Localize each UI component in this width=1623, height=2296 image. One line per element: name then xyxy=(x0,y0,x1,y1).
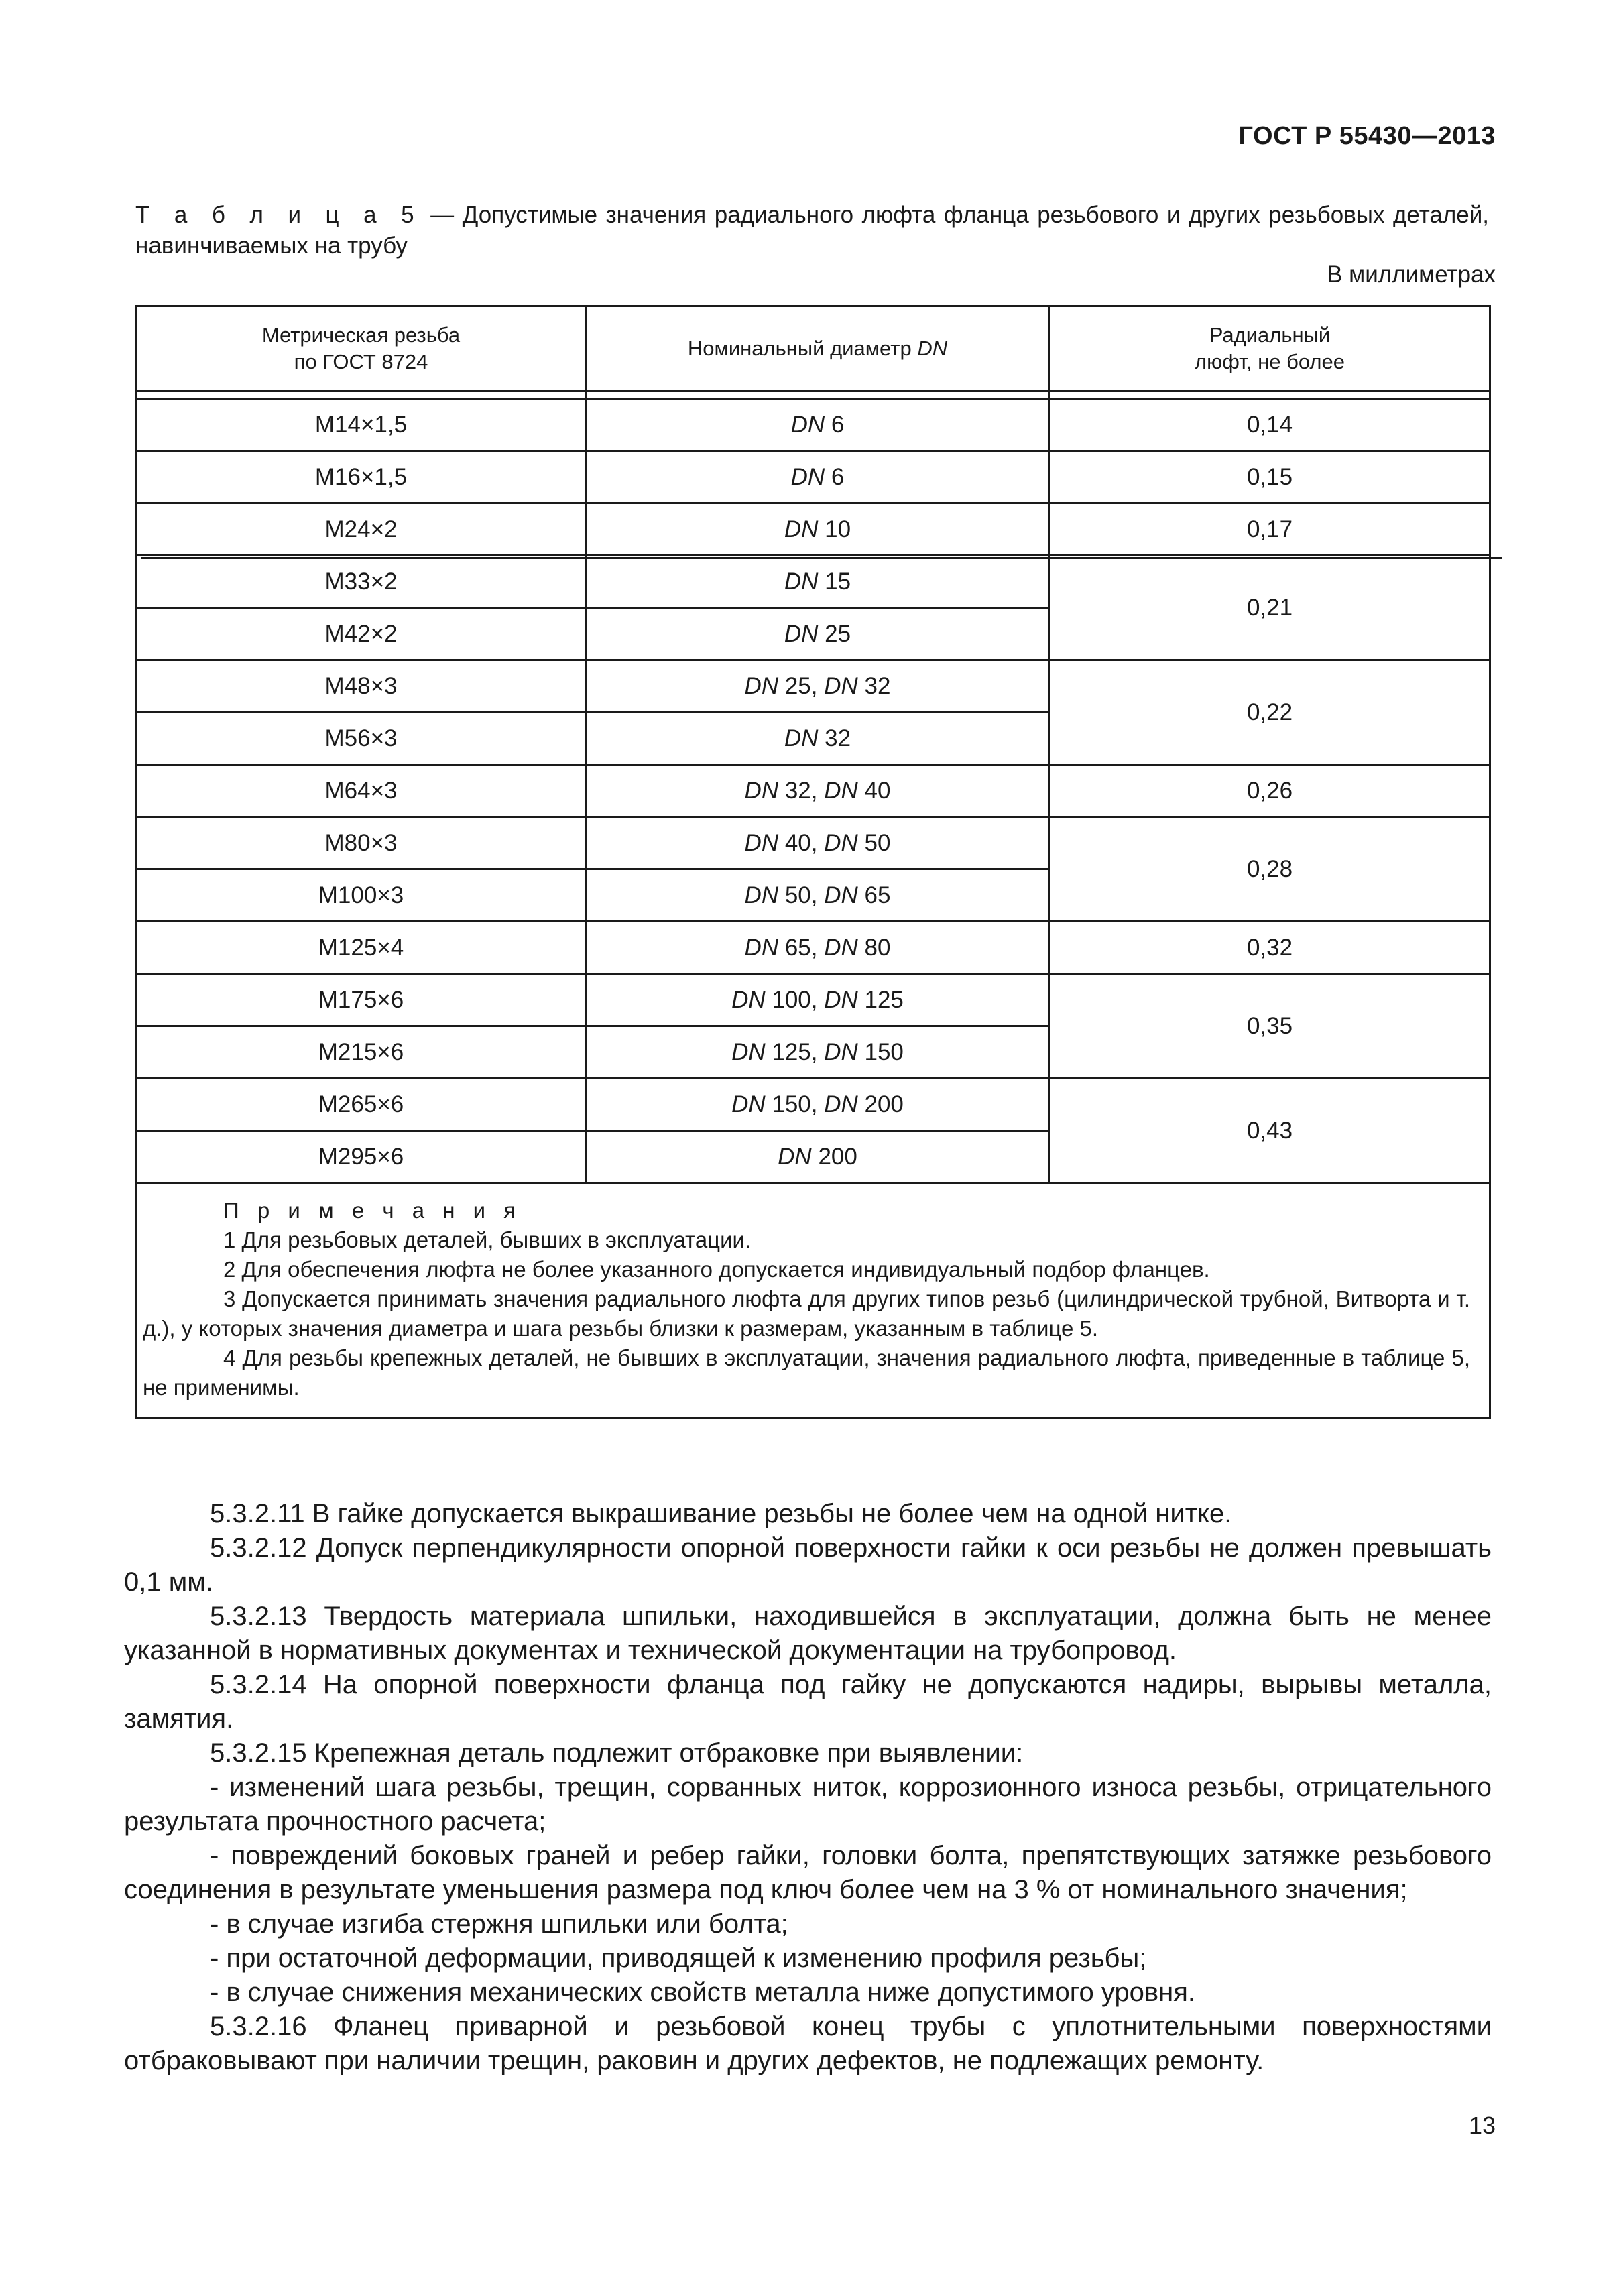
dn-label: DN xyxy=(824,672,858,699)
table-caption xyxy=(135,200,1489,261)
dn-value: 125 xyxy=(765,1038,811,1065)
table-row xyxy=(137,399,1490,451)
dn-separator: , xyxy=(810,882,825,908)
radial-play-table xyxy=(135,305,1491,1419)
dn-label: DN xyxy=(824,1091,858,1117)
header-separator-row xyxy=(137,391,1490,399)
radial-play-cell: 0,26 xyxy=(1050,765,1490,817)
diameter-cell xyxy=(586,974,1050,1026)
notes-row xyxy=(137,1183,1490,1418)
dn-separator: , xyxy=(810,672,825,699)
paragraph: - в случае изгиба стержня шпильки или болта; xyxy=(210,1909,788,1939)
dn-label: DN xyxy=(824,882,858,908)
dn-value: 6 xyxy=(825,411,845,438)
dn-value: 50 xyxy=(857,829,891,856)
dn-label: DN xyxy=(824,829,858,856)
dn-label: DN xyxy=(824,986,858,1013)
paragraph: - при остаточной деформации, приводящей к изменению профиля резьбы; xyxy=(210,1943,1147,1973)
diameter-cell xyxy=(586,713,1050,765)
dn-value: 200 xyxy=(811,1143,857,1170)
dn-label: DN xyxy=(744,777,779,804)
table-row xyxy=(137,556,1490,608)
dn-label: DN xyxy=(731,1038,766,1065)
dn-label: DN xyxy=(784,516,819,542)
table-body xyxy=(137,399,1490,1183)
table-row xyxy=(137,922,1490,974)
thread-cell: M295×6 xyxy=(137,1131,586,1183)
radial-play-cell: 0,43 xyxy=(1050,1079,1490,1183)
dn-separator: , xyxy=(810,1038,825,1065)
diameter-cell xyxy=(586,1131,1050,1183)
diameter-cell xyxy=(586,399,1050,451)
table-row xyxy=(137,451,1490,503)
radial-play-cell: 0,22 xyxy=(1050,660,1490,765)
paragraph: 5.3.2.12 Допуск перпендикулярности опорной поверхности гайки к оси резьбы не должен превышать 0,1 мм. xyxy=(124,1533,1492,1597)
dn-value: 65 xyxy=(857,882,891,908)
table-row xyxy=(137,817,1490,869)
dn-label: DN xyxy=(744,829,779,856)
dn-label: DN xyxy=(731,986,766,1013)
dn-value: 150 xyxy=(765,1091,811,1117)
diameter-cell xyxy=(586,922,1050,974)
diameter-cell xyxy=(586,608,1050,660)
table-caption-text: — Допустимые значения радиального люфта фланца резьбового и других резьбовых деталей, навинчиваемых на трубу xyxy=(135,202,1489,259)
paragraph: 5.3.2.16 Фланец приварной и резьбовой конец трубы с уплотнительными поверхностями отбраковывают при наличии трещин, раковин и других дефектов, не подлежащих ремонту. xyxy=(124,2012,1492,2075)
diameter-cell xyxy=(586,556,1050,608)
radial-play-cell: 0,15 xyxy=(1050,451,1490,503)
table-header-row xyxy=(137,306,1490,391)
radial-play-cell: 0,14 xyxy=(1050,399,1490,451)
header-nominal-diameter: Номинальный диаметр DN xyxy=(586,306,1050,391)
dn-separator: , xyxy=(810,829,825,856)
dn-separator: , xyxy=(810,986,825,1013)
paragraph: - в случае снижения механических свойств металла ниже допустимого уровня. xyxy=(210,1978,1195,2007)
notes-title: П р и м е ч а н и я xyxy=(223,1198,522,1223)
dn-value: 25 xyxy=(818,620,851,647)
scan-line-artifact xyxy=(141,557,1502,559)
page-number: 13 xyxy=(1468,2112,1496,2139)
thread-cell: M100×3 xyxy=(137,869,586,922)
dn-value: 200 xyxy=(857,1091,904,1117)
thread-cell: M175×6 xyxy=(137,974,586,1026)
dn-label: DN xyxy=(784,725,819,751)
thread-cell: M16×1,5 xyxy=(137,451,586,503)
diameter-cell xyxy=(586,869,1050,922)
dn-label: DN xyxy=(731,1091,766,1117)
thread-cell: M24×2 xyxy=(137,503,586,556)
dn-label: DN xyxy=(824,934,858,961)
thread-cell: M56×3 xyxy=(137,713,586,765)
thread-cell: M33×2 xyxy=(137,556,586,608)
radial-play-cell: 0,17 xyxy=(1050,503,1490,556)
document-code: ГОСТ Р 55430—2013 xyxy=(1238,122,1496,150)
radial-play-cell: 0,32 xyxy=(1050,922,1490,974)
dn-value: 150 xyxy=(857,1038,904,1065)
table-row xyxy=(137,974,1490,1026)
paragraph: 5.3.2.14 На опорной поверхности фланца под гайку не допускаются надиры, вырывы металла, замятия. xyxy=(124,1670,1492,1734)
dn-label: DN xyxy=(744,882,779,908)
dn-value: 40 xyxy=(857,777,891,804)
diameter-cell xyxy=(586,765,1050,817)
dn-value: 65 xyxy=(778,934,811,961)
diameter-cell xyxy=(586,1026,1050,1079)
dn-value: 32 xyxy=(857,672,891,699)
note-item: 3 Допускается принимать значения радиального люфта для других типов резьб (цилиндрической трубной, Витворта и т. д.), у которых значения диаметра и шага резьбы близки к размерам, указанным в таблице 5. xyxy=(143,1286,1470,1341)
dn-label: DN xyxy=(790,411,825,438)
body-text xyxy=(124,1497,1492,2078)
dn-value: 40 xyxy=(778,829,811,856)
dn-label: DN xyxy=(778,1143,812,1170)
dn-value: 125 xyxy=(857,986,904,1013)
dn-value: 15 xyxy=(818,568,851,595)
diameter-cell xyxy=(586,817,1050,869)
dn-separator: , xyxy=(810,934,825,961)
dn-separator: , xyxy=(810,1091,825,1117)
dn-value: 100 xyxy=(765,986,811,1013)
radial-play-cell: 0,35 xyxy=(1050,974,1490,1079)
dn-value: 10 xyxy=(818,516,851,542)
paragraph: 5.3.2.13 Твердость материала шпильки, находившейся в эксплуатации, должна быть не менее указанной в нормативных документах и технической документации на трубопровод. xyxy=(124,1602,1492,1665)
thread-cell: M48×3 xyxy=(137,660,586,713)
header-metric-thread: Метрическая резьба по ГОСТ 8724 xyxy=(137,306,586,391)
table-row xyxy=(137,1079,1490,1131)
dn-label: DN xyxy=(744,672,779,699)
dn-value: 6 xyxy=(825,463,845,490)
header-radial-play: Радиальный люфт, не более xyxy=(1050,306,1490,391)
diameter-cell xyxy=(586,660,1050,713)
dn-label: DN xyxy=(744,934,779,961)
thread-cell: M14×1,5 xyxy=(137,399,586,451)
table-caption-label: Т а б л и ц а 5 xyxy=(135,202,422,228)
dn-value: 25 xyxy=(778,672,811,699)
dn-label: DN xyxy=(824,777,858,804)
dn-value: 50 xyxy=(778,882,811,908)
diameter-cell xyxy=(586,451,1050,503)
dn-value: 32 xyxy=(778,777,811,804)
note-item: 2 Для обеспечения люфта не более указанного допускается индивидуальный подбор фланцев. xyxy=(223,1257,1210,1282)
dn-separator: , xyxy=(810,777,825,804)
thread-cell: M64×3 xyxy=(137,765,586,817)
dn-value: 32 xyxy=(818,725,851,751)
note-item: 1 Для резьбовых деталей, бывших в эксплуатации. xyxy=(223,1227,752,1252)
dn-value: 80 xyxy=(857,934,891,961)
dn-label: DN xyxy=(784,620,819,647)
note-item: 4 Для резьбы крепежных деталей, не бывших в эксплуатации, значения радиального люфта, приведенные в таблице 5, не применимы. xyxy=(143,1345,1470,1400)
notes-cell xyxy=(137,1183,1490,1418)
paragraph: 5.3.2.15 Крепежная деталь подлежит отбраковке при выявлении: xyxy=(210,1738,1024,1768)
dn-label: DN xyxy=(790,463,825,490)
paragraph: - изменений шага резьбы, трещин, сорванных ниток, коррозионного износа резьбы, отрицательного результата прочностного расчета; xyxy=(124,1772,1492,1836)
table-row xyxy=(137,765,1490,817)
table-row xyxy=(137,660,1490,713)
dn-label: DN xyxy=(824,1038,858,1065)
units-label: В миллиметрах xyxy=(1327,261,1496,288)
thread-cell: M265×6 xyxy=(137,1079,586,1131)
radial-play-cell: 0,21 xyxy=(1050,556,1490,660)
paragraph: - повреждений боковых граней и ребер гайки, головки болта, препятствующих затяжке резьбового соединения в результате уменьшения размера под ключ более чем на 3 % от номинального значения; xyxy=(124,1841,1492,1905)
thread-cell: M215×6 xyxy=(137,1026,586,1079)
thread-cell: M80×3 xyxy=(137,817,586,869)
radial-play-cell: 0,28 xyxy=(1050,817,1490,922)
table-row xyxy=(137,503,1490,556)
thread-cell: M42×2 xyxy=(137,608,586,660)
dn-label: DN xyxy=(784,568,819,595)
diameter-cell xyxy=(586,503,1050,556)
paragraph: 5.3.2.11 В гайке допускается выкрашивание резьбы не более чем на одной нитке. xyxy=(210,1499,1232,1528)
diameter-cell xyxy=(586,1079,1050,1131)
thread-cell: M125×4 xyxy=(137,922,586,974)
